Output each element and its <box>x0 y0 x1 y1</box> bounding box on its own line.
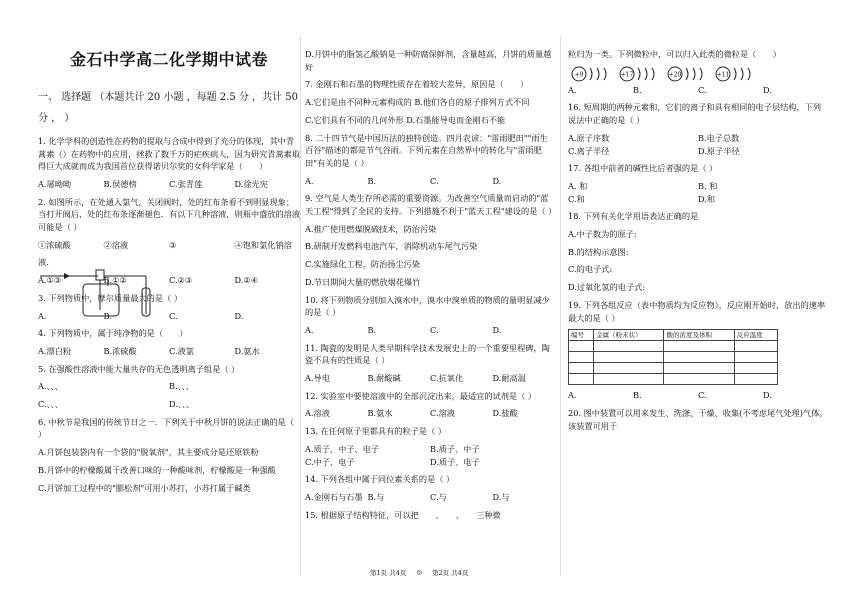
answer-option: C.液氯 <box>169 345 194 356</box>
answer-option: B.①② <box>103 275 127 286</box>
question-text: 粒归为一类。下列微粒中，可以归入此类的微粒是（ ） <box>568 49 781 59</box>
answer-options <box>305 491 555 504</box>
page-footer <box>370 568 468 577</box>
answer-options <box>305 443 555 468</box>
answer-option: C. <box>430 324 439 335</box>
answer-option: A.①③ <box>38 275 62 286</box>
answer-option: B. <box>633 84 642 95</box>
answer-option: C.张青莲 <box>169 178 203 189</box>
answer-option: D.质子、电子 <box>430 456 480 467</box>
question-text: 12. 实验室中要使溶液中的全部沉淀出来，最适宜的试剂是（ ） <box>305 390 537 401</box>
answer-option: D.和 <box>698 193 716 204</box>
answer-options <box>568 84 828 97</box>
svg-text:+9: +9 <box>574 71 584 79</box>
svg-text:+11: +11 <box>716 71 730 79</box>
question-text: 11. 陶瓷的发明是人类早期科学技术发展史上的一个重要里程碑，陶瓷不具有的性质是（ ） <box>305 342 550 366</box>
answer-option: A.质子、中子、电子 <box>305 443 380 454</box>
answer-option: C.溶液 <box>430 408 455 419</box>
answer-option: ③ <box>169 239 177 250</box>
question-text: D.月饼中的脂氢乙酸钠是一种防腐保鲜剂，含量越高，月饼的质量越好 <box>305 49 552 72</box>
question-text: C.的电子式: <box>568 264 613 275</box>
atom-structure-icon <box>666 66 710 82</box>
section-heading: 一、 选择题 （本题共计 20 小题 ，每题 2.5 分 ，共计 50 分 ， ） <box>38 91 298 124</box>
answer-option: D. <box>492 324 502 335</box>
answer-option: A.屠呦呦 <box>38 178 72 189</box>
answer-option: A.溶液 <box>305 408 330 419</box>
answer-option: A.导电 <box>305 373 330 384</box>
answer-options <box>568 180 828 205</box>
answer-option: B. <box>367 175 377 186</box>
atom-structure-icon <box>570 66 614 82</box>
question-text: 15. 根据原子结构特征，可以把 、 、 三种微 <box>305 509 501 520</box>
question-text: C.实施绿化工程，防治扬尘污染 <box>305 259 421 270</box>
answer-option: D. <box>492 175 502 186</box>
question-text: A.中子数为的原子: <box>568 229 637 240</box>
answer-option: C.和 <box>568 193 585 204</box>
answer-option: ④饱和氯化钠溶 <box>234 239 292 250</box>
table-header-cell: 金属（粉末状） <box>594 330 664 341</box>
answer-option: C.②③ <box>169 275 193 286</box>
answer-option: A. <box>568 84 577 95</box>
answer-options <box>38 178 300 191</box>
column-divider <box>560 36 561 576</box>
answer-option: A.原子序数 <box>568 132 610 143</box>
question-text: 20. 图中装置可以用来发生、洗涤、干燥、收集(不考虑尾气处理)气体。该装置可用于 <box>568 408 828 431</box>
svg-text:+17: +17 <box>620 71 634 79</box>
question-text: 10. 将下列物质分别加入溴水中，溴水中溴单质的物质的量明显减少的是（ ） <box>305 294 550 318</box>
column-1 <box>38 38 300 499</box>
svg-text:+20: +20 <box>668 71 682 79</box>
answer-option: A. 和 <box>568 180 588 191</box>
answer-option: B. <box>103 310 113 321</box>
answer-option: B.耐酸碱 <box>367 373 401 384</box>
atom-structure-icon <box>714 66 758 82</box>
answer-option: A.金刚石与石墨 <box>305 491 363 502</box>
answer-option: D.②④ <box>234 275 259 286</box>
answer-option: B. 和 <box>698 180 718 191</box>
answer-options <box>305 407 555 420</box>
answer-option: D. <box>234 310 244 321</box>
question-text: D.过氧化氢的电子式: <box>568 282 646 293</box>
answer-option: C.、、、 <box>38 399 63 410</box>
column-2 <box>305 48 555 526</box>
footer-separator: ◎ <box>416 568 423 576</box>
answer-option: ①浓硫酸 <box>38 239 71 250</box>
answer-option: A. <box>305 324 314 335</box>
answer-option: B.氨水 <box>367 408 393 419</box>
table-header-cell: 反应温度 <box>734 330 777 341</box>
answer-option: A. <box>568 390 577 401</box>
answer-options <box>568 389 828 402</box>
answer-option: B.与 <box>367 491 385 502</box>
question-text: 1. 化学学科的创造性在药物的提取与合成中得到了充分的体现，其中青蒿素（）在药物中的应用，拯救了数千万的疟疾病人，因为研究青蒿素取得巨大成就而成为我国首位获得诺贝尔奖的女科学家是（ ） <box>38 135 301 172</box>
column-divider <box>300 36 301 576</box>
answer-options <box>38 239 300 252</box>
answer-option: D.、、、 <box>169 399 195 410</box>
question-text: B.的结构示意图: <box>568 246 629 257</box>
answer-option: C.中子、电子 <box>305 456 355 467</box>
answer-option: A.漂白粉 <box>38 345 72 356</box>
atom-diagram-row <box>568 66 828 82</box>
answer-option: C.抗氧化 <box>430 373 464 384</box>
answer-options <box>38 380 300 393</box>
answer-option: C. <box>698 390 707 401</box>
answer-option: B. <box>367 324 377 335</box>
column-3 <box>568 48 828 437</box>
answer-option: B.浓硫酸 <box>103 345 137 356</box>
question-text: 14. 下列各组中属于同位素关系的是（ ） <box>305 474 455 485</box>
question-text: B.研制开发燃料电池汽车，消除机动车尾气污染 <box>305 241 478 252</box>
answer-option: C.与 <box>430 491 447 502</box>
reaction-table <box>568 329 778 385</box>
answer-options <box>305 372 555 385</box>
answer-option: B.质子、中子 <box>430 443 480 454</box>
question-text: 2. 如图所示，在处通入氯气，关闭阀时，处的红布条看不到明显现象；当打开阀后，处的红布条逐渐褪色．有以下几种溶液，则瓶中盛放的溶液可能是（ ） <box>38 196 301 233</box>
answer-options <box>38 345 300 358</box>
answer-options <box>305 175 555 188</box>
question-text: 9. 空气是人类生存所必需的重要资源。为改善空气质量而启动的"蓝天工程"得到了全民的支持。下列措施不利于"蓝天工程"建设的是（ ） <box>305 193 557 217</box>
answer-option: D.氨水 <box>234 345 260 356</box>
question-text: A.月饼包装袋内有一个袋的"脱氧剂"，其主要成分是还原铁粉 <box>38 447 259 458</box>
question-text: C.它们具有不同的几何外形 D.石墨能导电而金刚石不能 <box>305 114 506 125</box>
question-text: 18. 下列有关化学用语表达正确的是 <box>568 211 699 222</box>
question-text: 5. 在强酸性溶液中能大量共存的无色透明离子组是（ ） <box>38 363 240 374</box>
question-text: 8. 二十四节气是中国历法的独特创造。四月农谚："雷雨肥田""雨生百谷"描述的都是节气谷雨。下列元素在自然界中的转化与"雷雨肥田"有关的是（ ） <box>305 132 548 168</box>
question-text: B.月饼中的柠檬酸属于改善口味的一种酸味剂，柠檬酸是一种强酸 <box>38 464 276 475</box>
footer-page-right: 第2页 共4页 <box>432 569 469 577</box>
table-header-cell: 酸的浓度及体积 <box>664 330 734 341</box>
answer-option: D.盐酸 <box>492 408 518 419</box>
answer-options <box>305 324 555 337</box>
question-text: 16. 短周期的两种元素和，它们的离子和具有相同的电子层结构，下列说法中正确的是（ ） <box>568 102 822 126</box>
question-text: C.月饼加工过程中的"膨松剂"可用小苏打，小苏打属于碱类 <box>38 482 251 493</box>
footer-page-left: 第1页 共4页 <box>370 569 407 577</box>
answer-option: A. <box>305 175 314 186</box>
answer-option: D.原子半径 <box>698 145 740 156</box>
question-text: 6. 中秋节是我国的传统节日之一．下列关于中秋月饼的说法正确的是（ ） <box>38 416 295 440</box>
question-text: 7. 金刚石和石墨的物理性质存在着较大差异，原因是（ ） <box>305 79 529 90</box>
answer-option: B. <box>633 390 642 401</box>
question-text: 4. 下列物质中，属于纯净物的是（ ） <box>38 328 188 339</box>
page-title: 金石中学高二化学期中试卷 <box>69 50 268 69</box>
question-text: 13. 在任何原子里都具有的粒子是（ ） <box>305 426 447 437</box>
answer-option: A.、、、 <box>38 381 63 392</box>
answer-option: ②溶液 <box>103 239 129 250</box>
question-text: A.推广使用燃煤脱硫技术，防治污染 <box>305 223 437 234</box>
answer-option: C. <box>430 175 439 186</box>
answer-option: B.侯德榜 <box>103 178 137 189</box>
table-header-cell: 编号 <box>569 330 594 341</box>
answer-option: C.离子半径 <box>568 145 610 156</box>
answer-option: A. <box>38 310 47 321</box>
answer-option: D.耐高温 <box>492 373 526 384</box>
answer-option: B.电子总数 <box>698 132 740 143</box>
apparatus-figure <box>38 258 158 320</box>
answer-option: D.与 <box>492 491 510 502</box>
answer-option: C. <box>698 84 707 95</box>
question-text: 3. 下列物质中，摩尔质量最大的是（ ） <box>38 292 183 303</box>
question-text: D.节日期间大量的燃放烟花爆竹 <box>305 276 421 287</box>
question-text: 17. 各组中前者的碱性比后者强的是（ ） <box>568 163 718 174</box>
question-text: A.它们是由不同种元素构成的 B.他们各自的原子排列方式不同 <box>305 97 530 108</box>
atom-structure-icon <box>618 66 662 82</box>
answer-option: B.、、、 <box>169 381 194 392</box>
answer-options <box>38 398 300 411</box>
answer-option: C. <box>169 310 178 321</box>
question-text: 液. <box>38 257 49 268</box>
answer-option: D. <box>763 390 772 401</box>
answer-option: D. <box>763 84 772 95</box>
question-text: 19. 下列各组反应（表中物质均为反应物），反应刚开始时，放出的速率最大的是（ ） <box>568 299 826 323</box>
answer-option: D.徐光宪 <box>234 178 268 189</box>
answer-options <box>568 132 828 157</box>
